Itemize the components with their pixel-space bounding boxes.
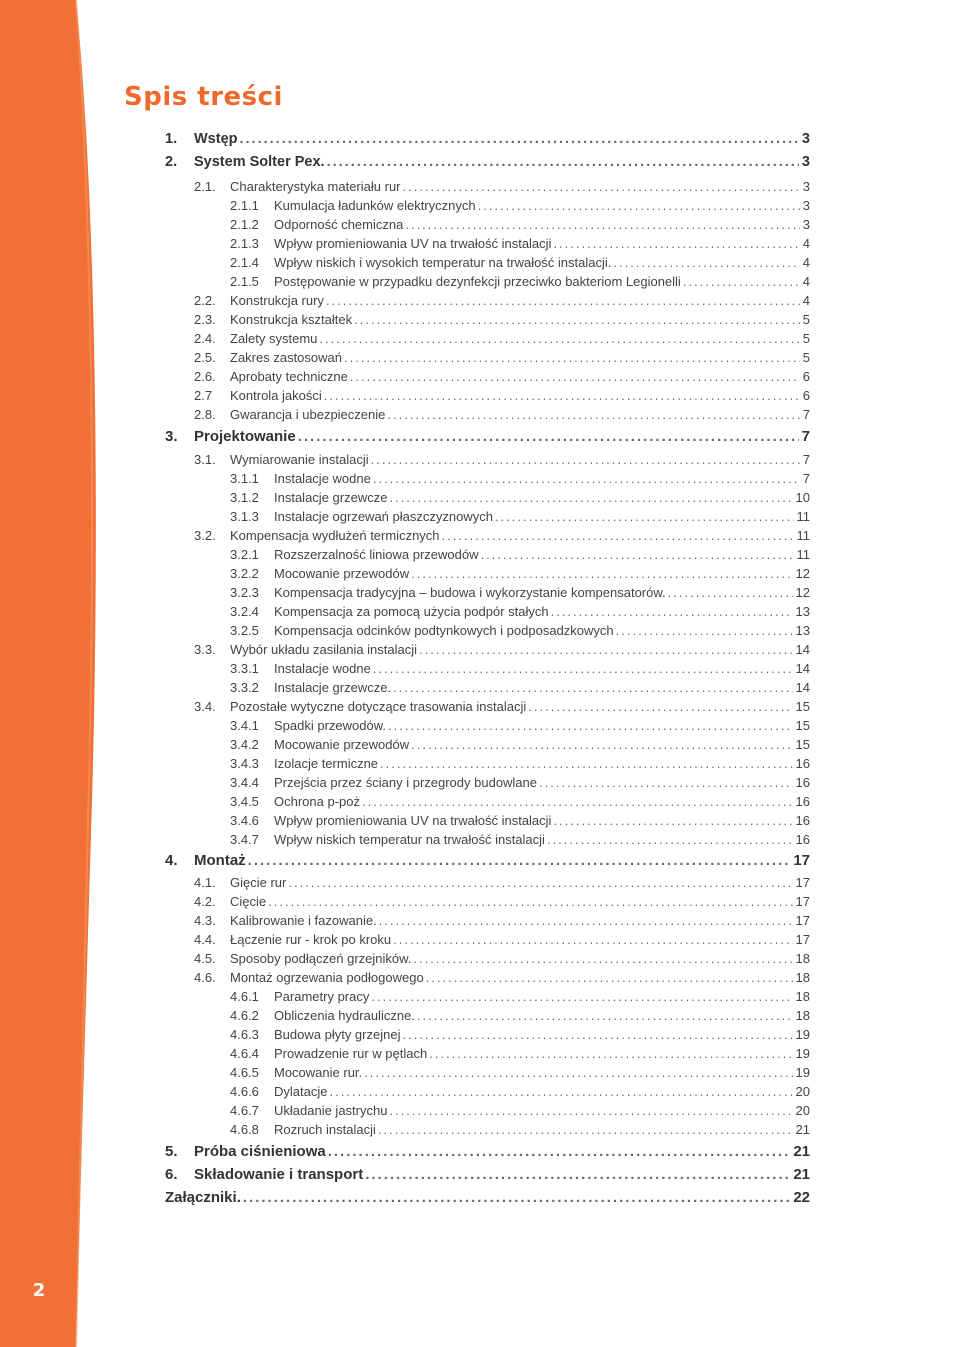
toc-entry-title: Rozszerzalność liniowa przewodów	[274, 547, 479, 562]
toc-entry-page: 12	[795, 566, 810, 581]
toc-entry[interactable]	[230, 471, 810, 489]
dot-leader	[389, 490, 792, 505]
dot-leader	[379, 913, 793, 928]
toc-entry-number: 3.4.	[194, 699, 216, 714]
dot-leader	[373, 661, 793, 676]
toc-entry-title: System Solter Pex.	[194, 154, 325, 170]
toc-entry[interactable]	[165, 131, 810, 149]
toc-entry-number: 3.2.2	[230, 566, 259, 581]
dot-leader	[327, 154, 799, 170]
toc-entry-title: Łączenie rur - krok po kroku	[230, 932, 392, 947]
toc-entry-title: Parametry pracy	[274, 989, 370, 1004]
toc-entry-page: 19	[795, 1027, 810, 1042]
toc-entry[interactable]	[230, 566, 810, 584]
toc-entry[interactable]	[230, 1008, 810, 1026]
toc-entry-number: 3.1.3	[230, 509, 259, 524]
toc-entry-number: 4.5.	[194, 951, 216, 966]
toc-entry-page: 18	[795, 970, 810, 985]
toc-entry-number: 1.	[165, 131, 178, 147]
dot-leader	[365, 1166, 790, 1183]
toc-entry-title: Prowadzenie rur w pętlach	[274, 1046, 428, 1061]
dot-leader	[329, 1084, 792, 1099]
dot-leader	[403, 179, 800, 194]
toc-entry-page: 3	[802, 179, 810, 194]
toc-entry[interactable]	[230, 832, 810, 850]
toc-entry[interactable]	[230, 989, 810, 1007]
toc-entry-number: 4.4.	[194, 932, 216, 947]
toc-entry-number: 3.4.1	[230, 718, 259, 733]
toc-entry-number: 4.6.2	[230, 1008, 259, 1023]
dot-leader	[616, 623, 793, 638]
toc-entry-page: 19	[795, 1065, 810, 1080]
toc-entry-page: 20	[795, 1103, 810, 1118]
toc-entry-page: 22	[793, 1189, 810, 1206]
toc-entry-page: 18	[795, 989, 810, 1004]
toc-entry-title: Konstrukcja kształtek	[230, 312, 353, 327]
toc-entry-number: 3.1.2	[230, 490, 259, 505]
dot-leader	[319, 331, 799, 346]
toc-entry-number: 2.1.3	[230, 236, 259, 251]
toc-entry-title: Układanie jastrychu	[274, 1103, 388, 1118]
toc-entry-title: Sposoby podłączeń grzejników.	[230, 951, 412, 966]
toc-entry[interactable]	[194, 699, 810, 717]
toc-entry-title: Przejścia przez ściany i przegrody budowlane	[274, 775, 538, 790]
toc-entry-page: 17	[793, 852, 810, 869]
toc-entry-title: Mocowanie rur.	[274, 1065, 363, 1080]
dot-leader	[547, 832, 793, 847]
toc-entry-number: 2.1.4	[230, 255, 259, 270]
toc-entry-title: Dylatacje	[274, 1084, 328, 1099]
toc-entry[interactable]	[230, 1027, 810, 1045]
toc-entry-page: 4	[802, 255, 810, 270]
dot-leader	[413, 951, 792, 966]
page-number: 2	[32, 1280, 46, 1301]
toc-entry-number: 2.1.	[194, 179, 216, 194]
toc-entry-page: 17	[795, 894, 810, 909]
dot-leader	[539, 775, 793, 790]
toc-entry-number: 2.1.1	[230, 198, 259, 213]
toc-entry-number: 2.3.	[194, 312, 216, 327]
dot-leader	[387, 407, 799, 422]
dot-leader	[528, 699, 792, 714]
toc-entry-title: Kompensacja wydłużeń termicznych	[230, 528, 440, 543]
toc-entry-page: 16	[795, 832, 810, 847]
dot-leader	[298, 428, 799, 445]
dot-leader	[683, 274, 800, 289]
toc-entry[interactable]	[230, 680, 810, 698]
toc-entry[interactable]	[165, 1143, 810, 1161]
toc-entry-number: 3.3.1	[230, 661, 259, 676]
dot-leader	[371, 989, 792, 1004]
dot-leader	[388, 718, 793, 733]
dot-leader	[478, 198, 800, 213]
toc-entry-page: 6	[802, 388, 810, 403]
toc-entry-page: 14	[795, 680, 810, 695]
dot-leader	[248, 852, 791, 869]
dot-leader	[240, 131, 799, 147]
toc-entry-number: 3.4.5	[230, 794, 259, 809]
dot-leader	[328, 1143, 791, 1160]
toc-entry[interactable]	[194, 350, 810, 368]
toc-entry[interactable]	[194, 642, 810, 660]
toc-entry-number: 4.6.3	[230, 1027, 259, 1042]
dot-leader	[393, 932, 792, 947]
toc-entry[interactable]	[230, 509, 810, 527]
toc-entry-number: 3.2.5	[230, 623, 259, 638]
dot-leader	[419, 642, 793, 657]
toc-entry-page: 21	[793, 1143, 810, 1160]
toc-entry-title: Wybór układu zasilania instalacji	[230, 642, 418, 657]
dot-leader	[426, 970, 793, 985]
toc-entry-page: 3	[801, 154, 810, 170]
toc-entry-title: Gwarancja i ubezpieczenie	[230, 407, 386, 422]
toc-entry-title: Załączniki.	[165, 1189, 241, 1206]
dot-leader	[405, 217, 799, 232]
toc-entry-title: Izolacje termiczne	[274, 756, 379, 771]
toc-entry-number: 4.2.	[194, 894, 216, 909]
toc-entry[interactable]	[230, 623, 810, 641]
toc-entry-page: 11	[796, 528, 810, 543]
toc-entry-title: Kompensacja za pomocą użycia podpór stałych	[274, 604, 549, 619]
dot-leader	[389, 1103, 792, 1118]
toc-entry-page: 15	[795, 699, 810, 714]
toc-entry-title: Rozruch instalacji	[274, 1122, 376, 1137]
toc-entry-page: 7	[802, 407, 810, 422]
toc-entry-number: 2.5.	[194, 350, 216, 365]
dot-leader	[480, 547, 793, 562]
toc-entry-number: 3.3.	[194, 642, 216, 657]
toc-entry-title: Cięcie	[230, 894, 267, 909]
toc-entry-page: 16	[795, 775, 810, 790]
toc-entry[interactable]	[230, 198, 810, 216]
toc-entry[interactable]	[230, 1103, 810, 1121]
toc-entry-page: 3	[802, 198, 810, 213]
toc-entry-number: 4.3.	[194, 913, 216, 928]
toc-entry[interactable]	[165, 154, 810, 172]
dot-leader	[429, 1046, 792, 1061]
toc-entry-title: Mocowanie przewodów	[274, 566, 410, 581]
toc-entry-number: 3.2.3	[230, 585, 259, 600]
toc-entry-page: 3	[802, 217, 810, 232]
toc-entry-number: 2.2.	[194, 293, 216, 308]
toc-entry[interactable]	[230, 236, 810, 254]
toc-entry-page: 7	[801, 428, 810, 445]
toc-entry-number: 3.4.3	[230, 756, 259, 771]
toc-entry-page: 14	[795, 661, 810, 676]
toc-entry[interactable]	[194, 528, 810, 546]
toc-entry-page: 4	[802, 274, 810, 289]
toc-entry-page: 13	[795, 604, 810, 619]
dot-leader	[324, 388, 800, 403]
toc-entry-page: 20	[795, 1084, 810, 1099]
toc-entry[interactable]	[194, 331, 810, 349]
toc-entry-number: 4.6.5	[230, 1065, 259, 1080]
toc-entry[interactable]	[230, 794, 810, 812]
dot-leader	[364, 1065, 792, 1080]
toc-entry-page: 15	[795, 737, 810, 752]
toc-entry-title: Budowa płyty grzejnej	[274, 1027, 401, 1042]
toc-entry-page: 7	[802, 452, 810, 467]
toc-entry[interactable]	[165, 1166, 810, 1184]
toc-entry-number: 4.6.7	[230, 1103, 259, 1118]
dot-leader	[417, 1008, 793, 1023]
toc-entry[interactable]	[230, 217, 810, 235]
dot-leader	[344, 350, 800, 365]
dot-leader	[442, 528, 794, 543]
toc-entry-title: Składowanie i transport	[194, 1166, 364, 1183]
toc-entry-title: Kalibrowanie i fazowanie.	[230, 913, 377, 928]
toc-entry-page: 5	[802, 312, 810, 327]
toc-entry-page: 21	[793, 1166, 810, 1183]
toc-entry-title: Montaż	[194, 852, 246, 869]
toc-entry[interactable]	[194, 179, 810, 197]
dot-leader	[553, 236, 799, 251]
toc-entry-page: 10	[795, 490, 810, 505]
toc-entry-page: 16	[795, 813, 810, 828]
toc-entry-number: 3.1.1	[230, 471, 259, 486]
toc-entry-number: 4.6.	[194, 970, 216, 985]
toc-entry[interactable]	[194, 388, 810, 406]
toc-entry-number: 2.1.5	[230, 274, 259, 289]
toc-entry-number: 3.4.4	[230, 775, 259, 790]
toc-entry[interactable]	[194, 875, 810, 893]
toc-entry[interactable]	[230, 255, 810, 273]
dot-leader	[411, 566, 792, 581]
toc-entry-title: Wstęp	[194, 131, 238, 147]
toc-entry[interactable]	[230, 718, 810, 736]
toc-entry[interactable]	[230, 756, 810, 774]
toc-entry-page: 18	[795, 1008, 810, 1023]
side-curve-decoration	[0, 0, 110, 1347]
toc-entry-number: 4.6.1	[230, 989, 259, 1004]
toc-entry[interactable]	[230, 737, 810, 755]
toc-entry-page: 6	[802, 369, 810, 384]
toc-entry-page: 7	[802, 471, 810, 486]
toc-entry[interactable]	[165, 1189, 810, 1207]
toc-entry-title: Instalacje wodne	[274, 661, 371, 676]
toc-entry-number: 2.4.	[194, 331, 216, 346]
toc-entry-page: 5	[802, 350, 810, 365]
toc-entry-number: 6.	[165, 1166, 178, 1183]
toc-entry-number: 3.2.1	[230, 547, 259, 562]
dot-leader	[668, 585, 793, 600]
dot-leader	[402, 1027, 792, 1042]
toc-entry[interactable]	[230, 1084, 810, 1102]
toc-entry-page: 16	[795, 756, 810, 771]
toc-entry-number: 4.1.	[194, 875, 216, 890]
toc-entry[interactable]	[230, 775, 810, 793]
toc-entry-title: Pozostałe wytyczne dotyczące trasowania instalacji	[230, 699, 527, 714]
toc-entry-title: Wpływ promieniowania UV na trwałość instalacji	[274, 236, 552, 251]
page-title: Spis treści	[124, 82, 283, 112]
toc-entry-number: 3.4.2	[230, 737, 259, 752]
toc-entry-page: 15	[795, 718, 810, 733]
dot-leader	[551, 604, 793, 619]
toc-entry-page: 19	[795, 1046, 810, 1061]
toc-entry-number: 2.6.	[194, 369, 216, 384]
toc-entry-page: 14	[795, 642, 810, 657]
toc-entry-page: 16	[795, 794, 810, 809]
toc-entry[interactable]	[194, 894, 810, 912]
toc-entry-page: 13	[795, 623, 810, 638]
toc-entry[interactable]	[194, 293, 810, 311]
toc-entry-title: Instalacje grzewcze.	[274, 680, 392, 695]
dot-leader	[326, 293, 800, 308]
toc-entry-title: Obliczenia hydrauliczne.	[274, 1008, 415, 1023]
toc-entry[interactable]	[194, 913, 810, 931]
toc-entry-title: Instalacje ogrzewań płaszczyznowych	[274, 509, 493, 524]
dot-leader	[268, 894, 792, 909]
dot-leader	[243, 1189, 790, 1206]
toc-entry-title: Montaż ogrzewania podłogowego	[230, 970, 424, 985]
toc-entry-title: Odporność chemiczna	[274, 217, 404, 232]
toc-entry[interactable]	[230, 813, 810, 831]
toc-entry[interactable]	[194, 970, 810, 988]
toc-entry-number: 3.4.7	[230, 832, 259, 847]
toc-entry-number: 2.	[165, 154, 178, 170]
toc-entry[interactable]	[230, 490, 810, 508]
dot-leader	[380, 756, 792, 771]
toc-entry[interactable]	[194, 452, 810, 470]
toc-entry-title: Spadki przewodów.	[274, 718, 387, 733]
toc-entry-number: 3.1.	[194, 452, 216, 467]
toc-entry-number: 4.	[165, 852, 178, 869]
toc-entry-page: 11	[796, 509, 810, 524]
toc-entry-title: Mocowanie przewodów	[274, 737, 410, 752]
toc-entry-page: 21	[795, 1122, 810, 1137]
toc-entry-number: 3.4.6	[230, 813, 259, 828]
toc-entry-title: Kontrola jakości	[230, 388, 322, 403]
toc-entry-page: 17	[795, 913, 810, 928]
toc-entry-title: Ochrona p-poż	[274, 794, 360, 809]
toc-entry[interactable]	[230, 1122, 810, 1140]
toc-entry-title: Wymiarowanie instalacji	[230, 452, 369, 467]
toc-entry-title: Wpływ promieniowania UV na trwałość instalacji	[274, 813, 552, 828]
toc-entry[interactable]	[230, 1046, 810, 1064]
dot-leader	[362, 794, 793, 809]
toc-entry-title: Zakres zastosowań	[230, 350, 342, 365]
toc-entry-number: 3.2.	[194, 528, 216, 543]
toc-entry-number: 3.3.2	[230, 680, 259, 695]
toc-entry-number: 2.8.	[194, 407, 216, 422]
toc-entry-title: Konstrukcja rury	[230, 293, 324, 308]
toc-entry[interactable]	[194, 932, 810, 950]
toc-entry-title: Postępowanie w przypadku dezynfekcji przeciwko bakteriom Legionelli	[274, 274, 681, 289]
dot-leader	[373, 471, 800, 486]
toc-entry-page: 18	[795, 951, 810, 966]
toc-entry-page: 11	[796, 547, 810, 562]
toc-entry-number: 4.6.6	[230, 1084, 259, 1099]
toc-entry[interactable]	[165, 852, 810, 870]
toc-entry-title: Wpływ niskich i wysokich temperatur na trwałość instalacji.	[274, 255, 612, 270]
toc-entry[interactable]	[230, 1065, 810, 1083]
toc-entry[interactable]	[230, 604, 810, 622]
toc-entry-title: Instalacje wodne	[274, 471, 371, 486]
toc-entry-title: Kompensacja odcinków podtynkowych i podposadzkowych	[274, 623, 614, 638]
dot-leader	[378, 1122, 793, 1137]
toc-entry-title: Próba ciśnieniowa	[194, 1143, 326, 1160]
dot-leader	[354, 312, 800, 327]
toc-entry[interactable]	[230, 661, 810, 679]
toc-entry-number: 4.6.8	[230, 1122, 259, 1137]
toc-entry[interactable]	[194, 312, 810, 330]
toc-entry-title: Aprobaty techniczne	[230, 369, 348, 384]
toc-entry-title: Projektowanie	[194, 428, 296, 445]
toc-entry-title: Zalety systemu	[230, 331, 318, 346]
toc-entry-number: 4.6.4	[230, 1046, 259, 1061]
toc-entry[interactable]	[230, 274, 810, 292]
dot-leader	[411, 737, 792, 752]
dot-leader	[553, 813, 792, 828]
toc-entry-page: 12	[795, 585, 810, 600]
toc-entry-number: 2.1.2	[230, 217, 259, 232]
toc-entry-title: Gięcie rur	[230, 875, 287, 890]
toc-entry-title: Kumulacja ładunków elektrycznych	[274, 198, 476, 213]
dot-leader	[288, 875, 792, 890]
toc-entry-title: Wpływ niskich temperatur na trwałość instalacji	[274, 832, 545, 847]
toc-entry-page: 4	[802, 236, 810, 251]
dot-leader	[393, 680, 792, 695]
toc-entry-title: Instalacje grzewcze	[274, 490, 388, 505]
dot-leader	[371, 452, 800, 467]
toc-entry-number: 3.2.4	[230, 604, 259, 619]
toc-entry[interactable]	[194, 407, 810, 425]
toc-entry[interactable]	[230, 547, 810, 565]
toc-entry-page: 17	[795, 932, 810, 947]
toc-entry[interactable]	[165, 428, 810, 446]
toc-entry-page: 4	[802, 293, 810, 308]
dot-leader	[613, 255, 799, 270]
toc-entry-number: 5.	[165, 1143, 178, 1160]
toc-entry-number: 3.	[165, 428, 178, 445]
toc-entry-title: Charakterystyka materiału rur	[230, 179, 401, 194]
dot-leader	[495, 509, 794, 524]
toc-entry-page: 3	[801, 131, 810, 147]
toc-entry-number: 2.7	[194, 388, 213, 403]
toc-entry-title: Kompensacja tradycyjna – budowa i wykorzystanie kompensatorów.	[274, 585, 666, 600]
toc-entry-page: 17	[795, 875, 810, 890]
toc-entry[interactable]	[194, 951, 810, 969]
toc-entry-page: 5	[802, 331, 810, 346]
toc-entry[interactable]	[194, 369, 810, 387]
dot-leader	[350, 369, 800, 384]
toc-entry[interactable]	[230, 585, 810, 603]
